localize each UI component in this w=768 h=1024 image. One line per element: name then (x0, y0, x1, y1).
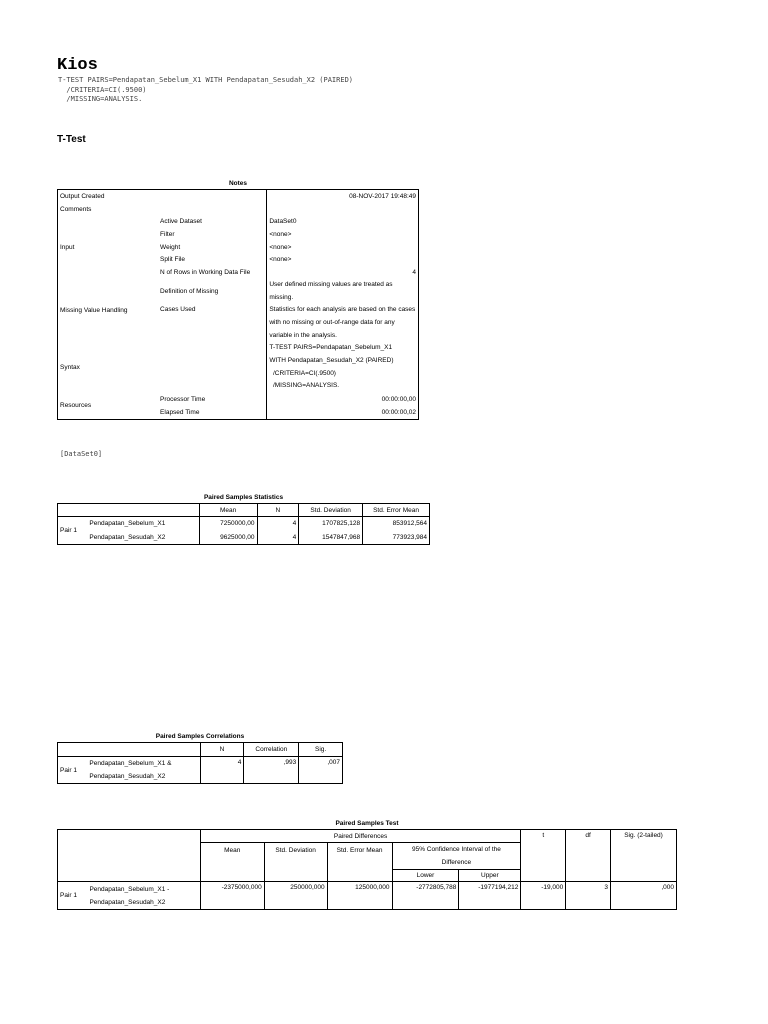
table-row (58, 203, 419, 216)
notes-table (57, 189, 419, 420)
notes-row-label: Split File (160, 256, 185, 264)
notes-missing-label: Missing Value Handling (60, 307, 128, 315)
stats-caption: Paired Samples Statistics (203, 494, 284, 501)
syntax-line: /CRITERIA=CI(.9500) (58, 85, 147, 94)
corr-caption: Paired Samples Correlations (155, 733, 245, 740)
notes-comments-label: Comments (60, 205, 92, 213)
corr-var-line: Pendapatan_Sebelum_X1 & (89, 760, 172, 767)
test-table (57, 829, 677, 910)
stats-table-container (57, 494, 430, 545)
notes-row-value: 4 (267, 266, 419, 279)
stats-sd: 1547847,968 (299, 531, 363, 545)
notes-cases-value: Statistics for each analysis are based on the cases with no missing or out-of-range data for any variable in the analysis. (267, 304, 419, 342)
stats-se: 853912,564 (363, 517, 430, 531)
corr-header-blank (58, 743, 201, 757)
corr-sig: ,007 (299, 757, 343, 784)
corr-var (87, 757, 200, 784)
table-row (58, 830, 677, 843)
corr-correlation: ,993 (244, 757, 299, 784)
syntax-line: /MISSING=ANALYSIS. (58, 95, 143, 103)
dataset-label: [DataSet0] (60, 450, 103, 458)
table-row (58, 393, 419, 406)
notes-table-container (57, 180, 419, 420)
notes-syntax-value (267, 342, 419, 393)
stats-header-n: N (257, 504, 299, 517)
test-header-ci: 95% Confidence Interval of the (392, 843, 521, 857)
notes-resources-label: Resources (60, 402, 92, 410)
test-sig: ,000 (611, 882, 677, 910)
syntax-block (58, 76, 353, 105)
corr-header-correlation: Correlation (244, 743, 299, 757)
test-mean: -2375000,000 (200, 882, 264, 910)
stats-header-sd: Std. Deviation (299, 504, 363, 517)
notes-output-created-value: 08-NOV-2017 19:48:49 (267, 190, 419, 203)
notes-elapsed-label: Elapsed Time (160, 408, 200, 416)
test-header-se: Std. Error Mean (327, 843, 392, 882)
test-header-sig: Sig. (2-tailed) (611, 830, 677, 882)
notes-row-value: <none> (267, 241, 419, 254)
output-title: Kios (57, 56, 98, 75)
table-row (58, 531, 430, 545)
corr-header-sig: Sig. (299, 743, 343, 757)
notes-elapsed-value: 00:00:00,02 (267, 406, 419, 419)
notes-row-value: <none> (267, 253, 419, 266)
test-caption: Paired Samples Test (335, 820, 399, 827)
test-header-t: t (521, 830, 566, 882)
test-header-mean: Mean (200, 843, 264, 882)
notes-input-label: Input (60, 243, 75, 251)
notes-definition-label: Definition of Missing (160, 288, 219, 296)
notes-output-created-label: Output Created (60, 192, 105, 200)
stats-n: 4 (257, 517, 299, 531)
test-sd: 250000,000 (264, 882, 327, 910)
table-row (58, 517, 430, 531)
notes-row-label: Filter (160, 230, 175, 238)
notes-row-label: Active Dataset (160, 218, 202, 226)
test-header-blank (58, 830, 201, 882)
corr-table (57, 742, 343, 784)
stats-header-mean: Mean (199, 504, 257, 517)
notes-row-value: <none> (267, 228, 419, 241)
stats-sd: 1707825,128 (299, 517, 363, 531)
stats-mean: 9625000,00 (199, 531, 257, 545)
stats-mean: 7250000,00 (199, 517, 257, 531)
table-row (58, 757, 343, 784)
table-row (58, 190, 419, 203)
corr-header-n: N (200, 743, 244, 757)
stats-table (57, 503, 430, 545)
test-paired-diff-header: Paired Differences (200, 830, 521, 843)
notes-syntax-line: /MISSING=ANALYSIS. (269, 382, 340, 390)
stats-header-se: Std. Error Mean (363, 504, 430, 517)
test-var-line: Pendapatan_Sesudah_X2 (89, 898, 166, 906)
table-row (58, 342, 419, 393)
notes-caption: Notes (228, 180, 248, 187)
test-t: -19,000 (521, 882, 566, 910)
notes-processor-label: Processor Time (160, 395, 206, 403)
syntax-line: T-TEST PAIRS=Pendapatan_Sebelum_X1 WITH Pendapatan_Sesudah_X2 (PAIRED) (58, 76, 354, 84)
table-row (58, 279, 419, 304)
corr-n: 4 (200, 757, 244, 784)
stats-pair-label: Pair 1 (58, 517, 88, 545)
section-title: T-Test (57, 134, 86, 145)
notes-row-label: Weight (160, 243, 181, 251)
notes-row-value: DataSet0 (267, 215, 419, 228)
notes-cases-label: Cases Used (160, 306, 196, 314)
stats-header-blank (58, 504, 200, 517)
table-row (58, 882, 677, 910)
test-lower: -2772805,788 (392, 882, 459, 910)
stats-se: 773923,984 (363, 531, 430, 545)
test-header-df: df (566, 830, 611, 882)
test-var (87, 882, 200, 910)
notes-processor-value: 00:00:00,00 (267, 393, 419, 406)
test-pair-label: Pair 1 (58, 882, 88, 910)
table-row (58, 504, 430, 517)
test-header-sd: Std. Deviation (264, 843, 327, 882)
test-table-container (57, 820, 677, 910)
table-row (58, 743, 343, 757)
table-row (58, 215, 419, 228)
test-header-upper: Upper (459, 870, 521, 882)
test-header-lower: Lower (392, 870, 459, 882)
test-se: 125000,000 (327, 882, 392, 910)
corr-table-container (57, 733, 343, 784)
notes-syntax-line: /CRITERIA=CI(.9500) (269, 369, 336, 377)
notes-row-label: N of Rows in Working Data File (160, 268, 251, 276)
notes-syntax-line: T-TEST PAIRS=Pendapatan_Sebelum_X1 (269, 344, 393, 352)
stats-var: Pendapatan_Sebelum_X1 (87, 517, 199, 531)
notes-syntax-label: Syntax (60, 364, 80, 372)
test-var-line: Pendapatan_Sebelum_X1 - (89, 885, 170, 893)
test-upper: -1977194,212 (459, 882, 521, 910)
corr-var-line: Pendapatan_Sesudah_X2 (89, 773, 166, 780)
stats-var: Pendapatan_Sesudah_X2 (87, 531, 199, 545)
notes-syntax-line: WITH Pendapatan_Sesudah_X2 (PAIRED) (269, 357, 394, 365)
notes-comments-value (267, 203, 419, 216)
test-df: 3 (566, 882, 611, 910)
notes-definition-value: User defined missing values are treated as missing. (267, 279, 419, 304)
corr-pair-label: Pair 1 (58, 757, 88, 784)
test-header-ci-2: Difference (392, 857, 521, 870)
stats-n: 4 (257, 531, 299, 545)
